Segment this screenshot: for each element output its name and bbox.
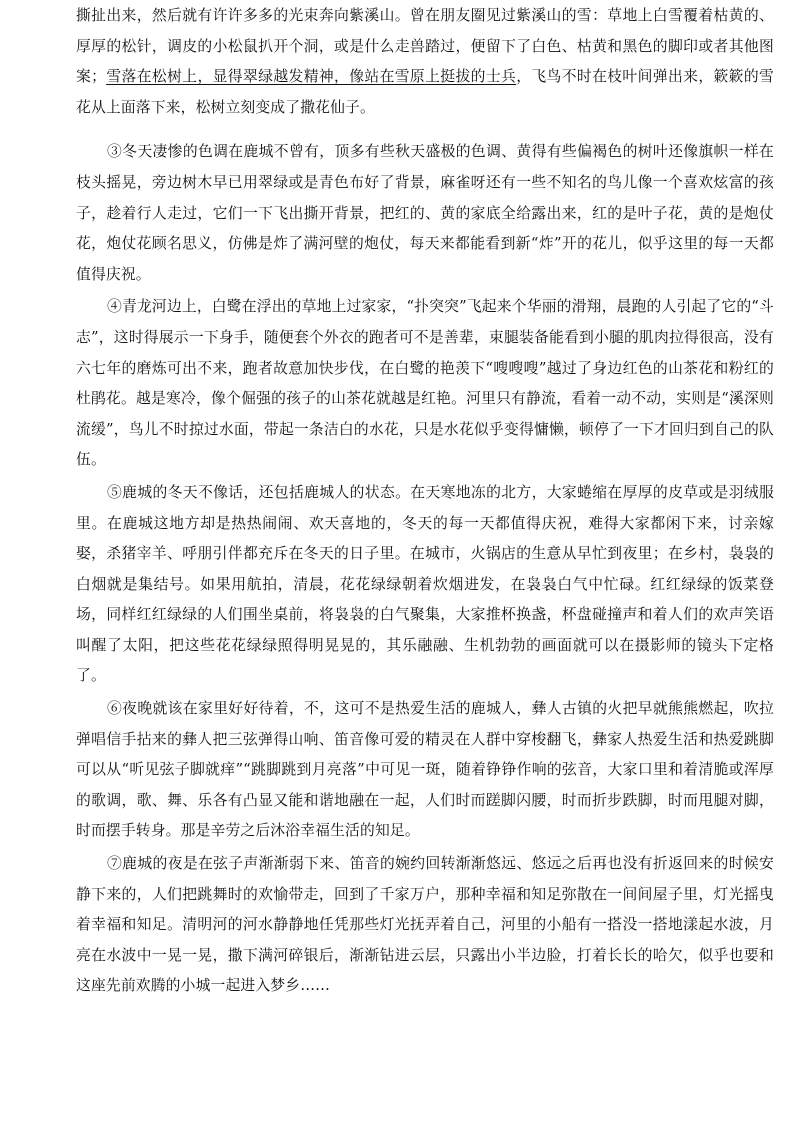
paragraph-5-lucheng-people: ⑤鹿城的冬天不像话，还包括鹿城人的状态。在天寒地冻的北方，大家蜷缩在厚厚的皮草或是羽绒服里。在鹿城这地方却是热热闹闹、欢天喜地的，冬天的每一天都值得庆祝，难得大家都闲下来，讨亲嫁娶，杀猪宰羊、呼朋引伴都充斥在冬天的日子里。在城市，火锅店的生意从早忙到夜里；在乡村，袅袅的白烟就是集结号。如果用航拍，清晨，花花绿绿朝着炊烟进发，在袅袅白气中忙碌。红红绿绿的饭菜登场，同样红红绿绿的人们围坐桌前，将袅袅的白气聚集，大家推杯换盏，杯盘碰撞声和着人们的欢声笑语叫醒了太阳，把这些花花绿绿照得明晃晃的，其乐融融、生机勃勃的画面就可以在摄影师的镜头下定格了。 xyxy=(76,483,774,685)
paragraph-snow-ziqi-mountain xyxy=(76,0,774,123)
paragraph-7-lucheng-night: ⑦鹿城的夜是在弦子声渐渐弱下来、笛音的婉约回转渐渐悠远、悠远之后再也没有折返回来的时候安静下来的，人们把跳舞时的欢愉带走，回到了千家万户，那种幸福和知足弥散在一间间屋子里，灯光摇曳着幸福和知足。清明河的河水静静地任凭那些灯光抚弄着自己，河里的小船有一搭没一搭地漾起水波，月亮在水波中一晃一晃，撒下满河碎银后，渐渐钻进云层，只露出小半边脸，打着长长的哈欠，似乎也要和这座先前欢腾的小城一起进入梦乡…… xyxy=(76,855,774,995)
document-page xyxy=(76,0,774,1002)
paragraph-6-yi-town-night: ⑥夜晚就该在家里好好待着，不，这可不是热爱生活的鹿城人，彝人古镇的火把早就熊熊燃起，吹拉弹唱信手拈来的彝人把三弦弹得山响、笛音像可爱的精灵在人群中穿梭翻飞，彝家人热爱生活和热爱跳脚可以从“听见弦子脚就痒”“跳脚跳到月亮落”中可见一斑，随着铮铮作响的弦音，大家口里和着清脆或浑厚的歌调，歌、舞、乐各有凸显又能和谐地融在一起，人们时而蹉脚闪腰，时而折步跌脚，时而甩腿对脚，时而摆手转身。那是辛劳之后沐浴幸福生活的知足。 xyxy=(76,700,774,840)
paragraph-3-winter-colors: ③冬天凄惨的色调在鹿城不曾有，顶多有些秋天盛极的色调、黄得有些偏褐色的树叶还像旗帜一样在枝头摇晃，旁边树木早已用翠绿或是青色布好了背景，麻雀呀还有一些不知名的鸟儿像一个喜欢炫富的孩子，趁着行人走过，它们一下飞出撕开背景，把红的、黄的家底全给露出来，红的是叶子花，黄的是炮仗花，炮仗花顾名思义，仿佛是炸了满河壁的炮仗，每天来都能看到新“炸”开的花儿，似乎这里的每一天都值得庆祝。 xyxy=(76,143,774,283)
paragraph-text: ，飞鸟不时在枝叶间弹出来，簌簌的雪花从上面落下来，松树立刻变成了撒花仙子。 xyxy=(76,68,774,116)
paragraph-4-qinglong-river: ④青龙河边上，白鹭在浮出的草地上过家家，“扑突突”飞起来个华丽的滑翔，晨跑的人引起了它的“斗志”，这时得展示一下身手，随便套个外衣的跑者可不是善辈，束腿装备能看到小腿的肌肉拉得很高，没有六七年的磨炼可出不来，跑者故意加快步伐，在白鹭的艳羡下“嗖嗖嗖”越过了身边红色的山茶花和粉红的杜鹃花。越是寒冷，像个倔强的孩子的山茶花就越是红艳。河里只有静流，看着一动不动，实则是“溪深则流缓”，鸟儿不时掠过水面，带起一条洁白的水花，只是水花似乎变得慵懒，顿停了一下才回归到自己的队伍。 xyxy=(76,298,774,469)
underlined-sentence: 雪落在松树上，显得翠绿越发精神，像站在雪原上挺拔的士兵 xyxy=(106,68,517,86)
paragraph-text: 撕扯出来，然后就有许许多多的光束奔向紫溪山。曾在朋友圈见过紫溪山的雪：草地上白雪覆着枯黄的、厚厚的松针，调皮的小松鼠扒开个洞，或是什么走兽踏过，便留下了白色、枯黄和黑色的脚印或者其他图案； xyxy=(76,7,774,86)
